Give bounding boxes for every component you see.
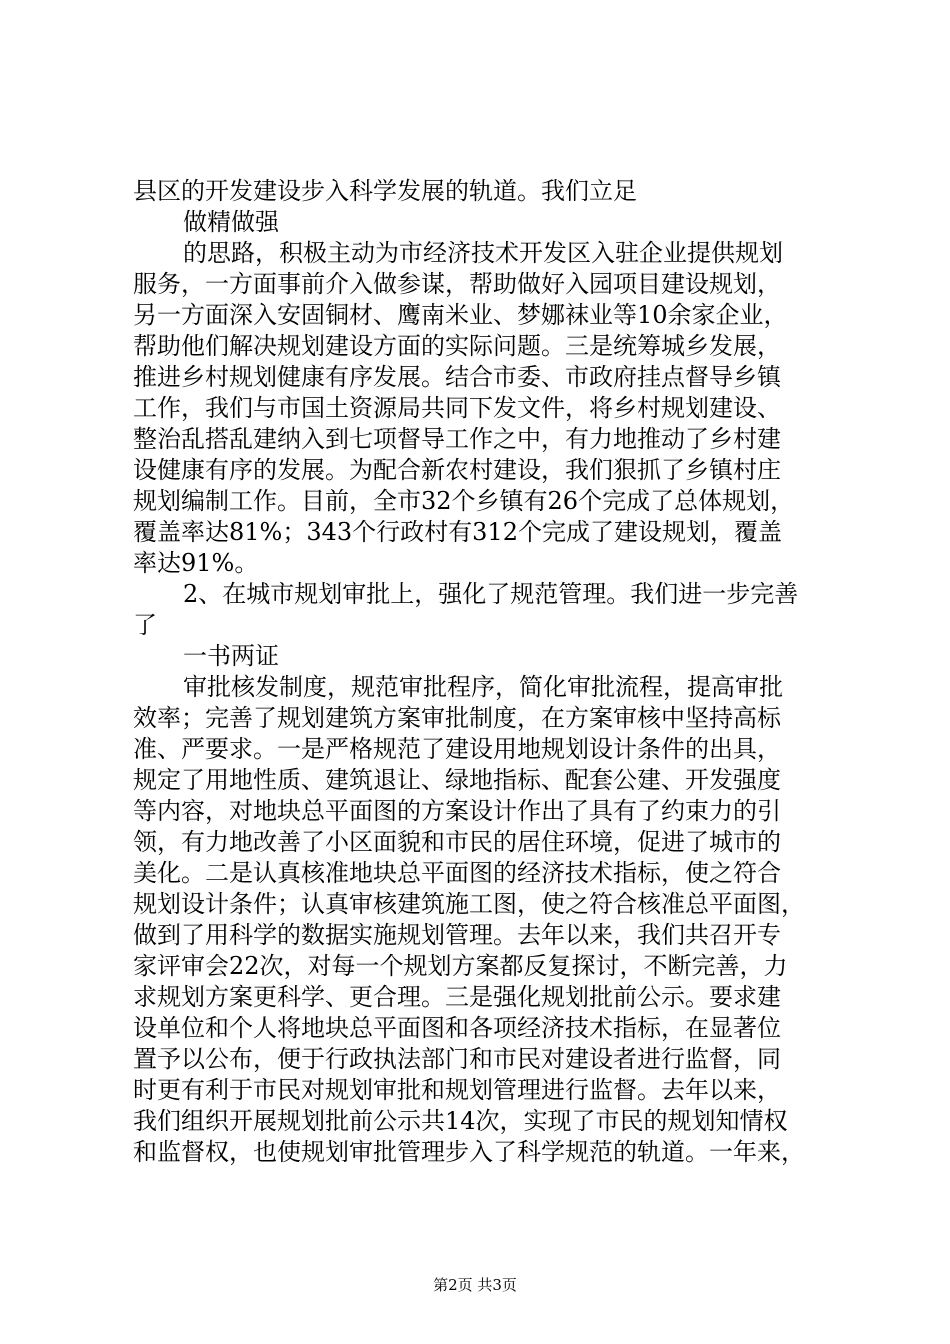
body-line: 设单位和个人将地块总平面图和各项经济技术指标，在显著位	[133, 1014, 781, 1042]
body-line: 审批核发制度，规范审批程序，简化审批流程，提高审批	[183, 673, 783, 701]
body-line: 推进乡村规划健康有序发展。结合市委、市政府挂点督导乡镇	[133, 363, 781, 391]
body-line: 2、在城市规划审批上，强化了规范管理。我们进一步完善	[183, 580, 799, 608]
body-line: 覆盖率达81%；343个行政村有312个完成了建设规划，覆盖	[133, 518, 782, 546]
body-line: 效率；完善了规划建筑方案审批制度，在方案审核中坚持高标	[133, 704, 781, 732]
body-line: 做到了用科学的数据实施规划管理。去年以来，我们共召开专	[133, 921, 781, 949]
body-line: 置予以公布，便于行政执法部门和市民对建设者进行监督，同	[133, 1045, 781, 1073]
body-line: 做精做强	[183, 208, 279, 236]
body-line: 和监督权，也使规划审批管理步入了科学规范的轨道。一年来，	[133, 1138, 805, 1166]
body-line: 工作，我们与市国土资源局共同下发文件，将乡村规划建设、	[133, 394, 781, 422]
body-line: 准、严要求。一是严格规范了建设用地规划设计条件的出具，	[133, 735, 781, 763]
body-line: 县区的开发建设步入科学发展的轨道。我们立足	[133, 177, 637, 205]
body-line: 等内容，对地块总平面图的方案设计作出了具有了约束力的引	[133, 797, 781, 825]
body-line: 设健康有序的发展。为配合新农村建设，我们狠抓了乡镇村庄	[133, 456, 781, 484]
body-line: 我们组织开展规划批前公示共14次，实现了市民的规划知情权	[133, 1107, 788, 1135]
body-line: 了	[133, 611, 157, 639]
body-line: 规定了用地性质、建筑退让、绿地指标、配套公建、开发强度	[133, 766, 781, 794]
body-line: 家评审会22次，对每一个规划方案都反复探讨，不断完善，力	[133, 952, 788, 980]
body-line: 领，有力地改善了小区面貌和市民的居住环境，促进了城市的	[133, 828, 781, 856]
body-line: 美化。二是认真核准地块总平面图的经济技术指标，使之符合	[133, 859, 781, 887]
body-line: 另一方面深入安固铜材、鹰南米业、梦娜袜业等10余家企业，	[133, 301, 788, 329]
body-line: 规划设计条件；认真审核建筑施工图，使之符合核准总平面图，	[133, 890, 805, 918]
body-line: 时更有利于市民对规划审批和规划管理进行监督。去年以来，	[133, 1076, 781, 1104]
body-line: 一书两证	[183, 642, 279, 670]
page-footer: 第2页 共3页	[433, 1276, 517, 1294]
body-line: 的思路，积极主动为市经济技术开发区入驻企业提供规划	[183, 239, 783, 267]
body-line: 规划编制工作。目前，全市32个乡镇有26个完成了总体规划，	[133, 487, 795, 515]
body-line: 率达91%。	[133, 549, 259, 577]
body-line: 求规划方案更科学、更合理。三是强化规划批前公示。要求建	[133, 983, 781, 1011]
body-line: 帮助他们解决规划建设方面的实际问题。三是统筹城乡发展，	[133, 332, 781, 360]
body-line: 服务，一方面事前介入做参谋，帮助做好入园项目建设规划，	[133, 270, 781, 298]
body-line: 整治乱搭乱建纳入到七项督导工作之中，有力地推动了乡村建	[133, 425, 781, 453]
